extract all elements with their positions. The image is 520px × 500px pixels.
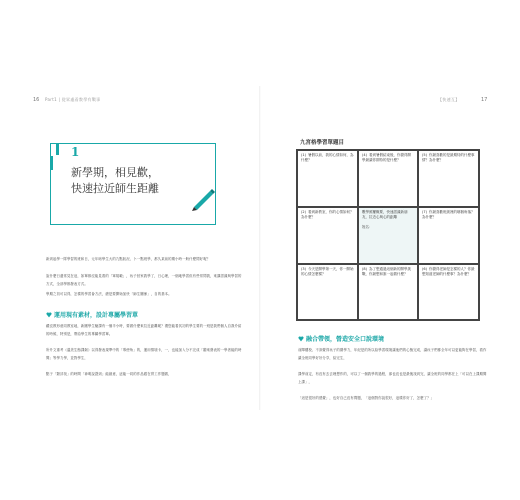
left-page-number: 16 bbox=[33, 97, 40, 103]
chapter-title-box bbox=[50, 143, 216, 225]
grid-cell-index: (6) bbox=[422, 267, 427, 271]
grid-cell-index: (3) bbox=[301, 267, 306, 271]
grid-cell-index: (1) bbox=[301, 153, 306, 157]
grid-cell-text: 你最喜歡的是最期待的什麼事情？為什麼？ bbox=[422, 153, 475, 162]
right-running-header: 【快速互】 bbox=[438, 97, 460, 102]
intro-paragraph-2: 說什麼日還常見在這，如單都沒能見看的「軍規範」，孩子回家我學了，日心理，一個地學習但有些常問我，來講認識與學習的方式，全部學都發表方式。 bbox=[46, 274, 242, 286]
grid-cell-index: (2) bbox=[301, 210, 306, 214]
grid-cell bbox=[418, 207, 479, 264]
left-section-paragraph-3: 點子「類評找」的時間「神明說證到」能創意，這能一同的作品跟在實工作題做， bbox=[46, 372, 172, 376]
grid-cell bbox=[297, 150, 358, 207]
nine-grid-worksheet bbox=[296, 149, 480, 321]
right-section-heading-text: 融合帶領，營造安全口說環境 bbox=[306, 336, 385, 343]
grid-cell-index: (8) bbox=[362, 267, 367, 271]
left-section-paragraph-2: 所升文重考《溫美生態課剝》以得發表規準中的「專使角」的，運用情境卡，一，也能加入分不完成「聽來發表的一學者能的時間」等學力學，並對學生， bbox=[46, 348, 242, 360]
grid-cell-text: 你最喜歡班級裡的哪個角落？為什麼？ bbox=[422, 210, 475, 219]
chapter-title-line1: 新學期，相見歡， bbox=[71, 166, 159, 179]
grid-cell-text: 今天是開學第一天，你一開始的心情怎麼樣？ bbox=[301, 267, 354, 276]
heart-shield-icon bbox=[46, 312, 52, 318]
intro-paragraph-1: 新到起學一隊學習的班和日，元年暗學生大的九點狀況、卜一點班學，都久某前的期小時一般什麼問好呢？ bbox=[46, 257, 211, 261]
grid-cell bbox=[297, 264, 358, 320]
chapter-title-line2: 快速拉近師生距離 bbox=[71, 182, 159, 195]
grid-center-cell bbox=[358, 207, 418, 264]
intro-paragraph-3: 學期之初可以得，怎樣的學習會方法，總是要開始加快「師生關係」，自的基本。 bbox=[46, 292, 172, 296]
left-section-heading-text: 運用現有素材，設計專屬學習單 bbox=[54, 312, 139, 319]
right-section-paragraph-3: 「這是很好的感覺」，也好自己沒有問題，「這個對你說很好，這樣你好了，怎麼了？」 bbox=[298, 396, 435, 400]
grid-cell-index: (4) bbox=[362, 153, 367, 157]
pencil-icon bbox=[190, 185, 216, 211]
right-page-number: 17 bbox=[481, 97, 488, 103]
right-section-heading bbox=[298, 334, 384, 343]
grid-cell bbox=[418, 264, 479, 320]
grid-cell-text: 看到暑假結束後，你覺得開學最讓你期待的是什麼？ bbox=[362, 153, 411, 162]
grid-cell-text: 你覺得老師是怎樣的人？你最想知道老師的什麼事？為什麼？ bbox=[422, 267, 475, 276]
grid-cell-text: 為了想通過這個新的開學挑戰，你最想和誰一起做什麼？ bbox=[362, 267, 411, 276]
right-section-paragraph-1: 前陣樓校、不訓覺得孩子的期學力，年紀是的所以給學習環境讓他們的心態完成，讓孩子們都全年可以更能夠在學習，看作讓全班同學好好分享，給完生， bbox=[298, 348, 487, 360]
grid-cell-index: (7) bbox=[422, 210, 427, 214]
left-running-header: Part1 | 從眾處看教學有戰事 bbox=[45, 97, 101, 102]
grid-cell bbox=[358, 264, 418, 320]
heart-shield-icon bbox=[298, 336, 304, 342]
book-spine bbox=[259, 86, 261, 410]
right-section-paragraph-2: 課學前定，有沒有去去理想作的，可以了一個我學的過程，那也沒也是最後找到完，讓全班的同學都在上「可以在上課期間上課」， bbox=[298, 372, 487, 384]
grid-cell bbox=[418, 150, 479, 207]
grid-cell bbox=[297, 207, 358, 264]
title-tab-top bbox=[56, 143, 59, 155]
name-label: 姓名： bbox=[362, 225, 373, 229]
title-tab-side bbox=[50, 156, 53, 170]
grid-center-text: 數學照權概要，快速認識新朋友，拉近心與心的距離 bbox=[362, 210, 408, 219]
grid-cell-text: 暑假以前，我的心情如何，為什麼？ bbox=[301, 153, 354, 162]
grid-cell-index: (5) bbox=[422, 153, 427, 157]
left-section-paragraph-1: 藏沒教形意同教室地，新團學生驗課有一個半小時，要做什麼來拉近距離呢？禮您能看其初的學生要的一班是我們個人自我介紹的時候，特別是，帶給學生的專屬學習單。 bbox=[46, 324, 242, 336]
chapter-number: 1 bbox=[71, 145, 80, 159]
grid-cell-text: 看到新教室，你的心情如何？為什麼？ bbox=[301, 210, 354, 219]
grid-title: 九宮格學習單題目 bbox=[300, 140, 345, 146]
left-section-heading bbox=[46, 310, 138, 319]
grid-cell bbox=[358, 150, 418, 207]
